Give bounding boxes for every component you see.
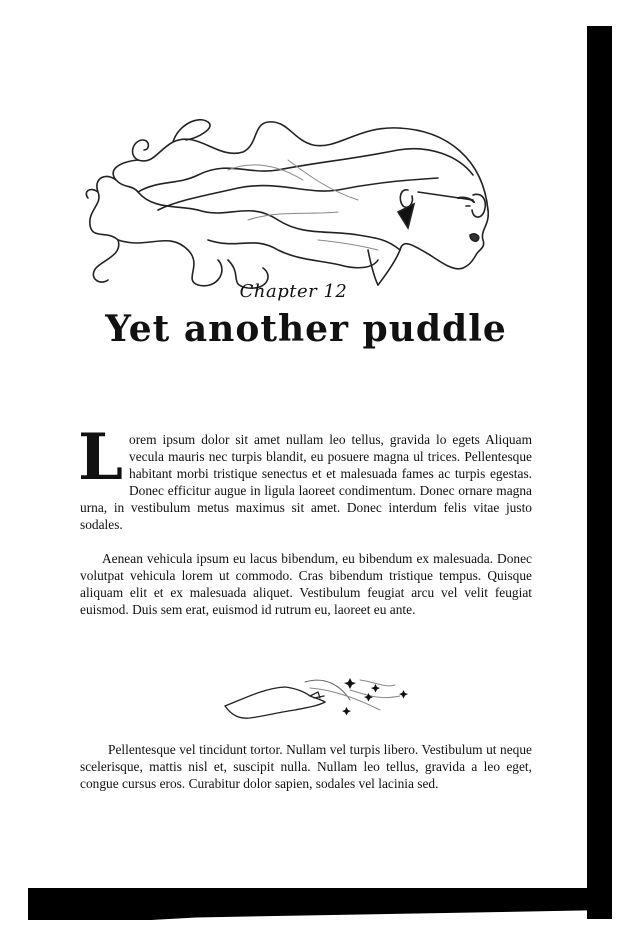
chapter-title: Yet another puddle: [105, 308, 507, 350]
paragraph-2: Aenean vehicula ipsum eu lacus bibendum, eu bibendum ex malesuada. Donec volutpat vehicula lorem ut commodo. Cras bibendum tristique tempus. Quisque aliquam elit et ex malesuada aliquet. Vestibulum feugiat arcu vel velit feugiat euismod. Duis sem erat, euismod id rutrum eu, laoreet eu ante.: [80, 551, 532, 617]
paragraph-3: Pellentesque vel tincidunt tortor. Nullam vel turpis libero. Vestibulum ut neque scelerisque, mattis nisl et, suscipit nulla. Nullam leo tellus, gravida a leo eget, congue cursus eros. Curabitur dolor sapien, sodales vel lacinia sed.: [80, 742, 532, 791]
woman-profile-flowing-hair-icon: [78, 100, 498, 295]
paragraph-1-text: orem ipsum dolor sit amet nullam leo tellus, gravida lo egets Aliquam vecula mauris nec turpis blandit, eu posuere magna ul trices. Pellentesque habitant morbi tristique senectus et et malesuada fames ac turpis egestas. Donec efficitur augue in ligula laoreet condimentum. Donec ornare magna urna, in vestibulum metus maximus sit amet. Donec interdum felis vitae justo sodales.: [80, 432, 532, 532]
page-shadow-right: [587, 26, 612, 919]
chapter-label: Chapter 12: [239, 281, 348, 302]
page-shadow-bottom: [28, 888, 588, 920]
drop-cap: L: [78, 420, 123, 495]
paragraph-1: [78, 420, 532, 533]
hand-releasing-stars-icon: [210, 660, 410, 720]
